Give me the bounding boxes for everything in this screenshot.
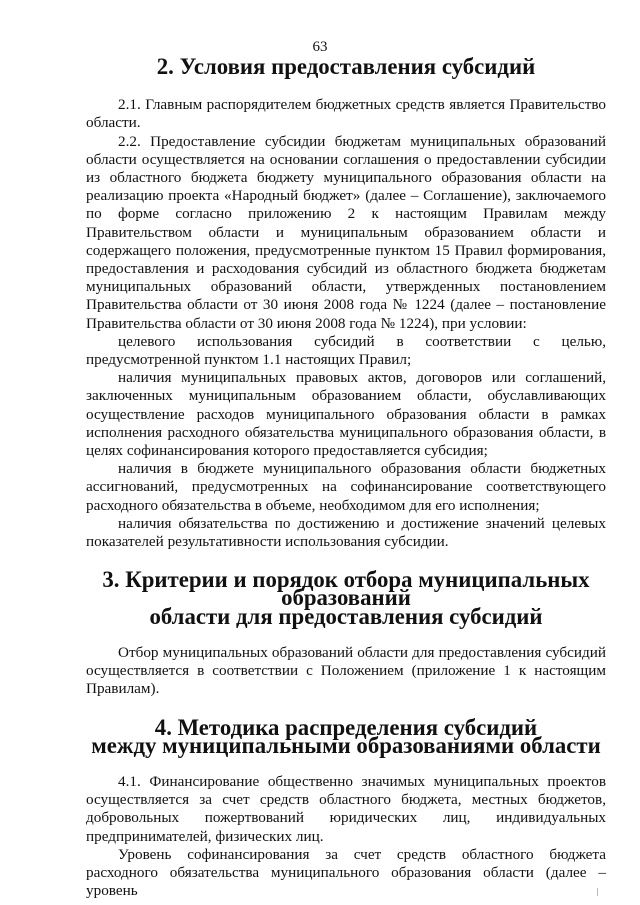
section-3 (86, 567, 606, 698)
section-2-condition-1: целевого использования субсидий в соответствии с целью, предусмотренной пунктом 1.1 настоящих Правил; (86, 332, 606, 369)
document-body (86, 54, 606, 900)
section-3-heading-line-2: области для предоставления субсидий (149, 603, 543, 629)
section-4-paragraph-2: Уровень софинансирования за счет средств областного бюджета расходного обязательства муниципального образования области (далее – уровень (86, 845, 606, 900)
section-4 (86, 714, 606, 901)
section-3-heading (86, 567, 606, 629)
section-2-condition-4: наличия обязательства по достижению и достижение значений целевых показателей результативности использования субсидии. (86, 514, 606, 551)
section-4-heading-line-2: между муниципальными образованиями области (91, 732, 601, 758)
section-2-paragraph-2: 2.2. Предоставление субсидии бюджетам муниципальных образований области осуществляется на основании соглашения о предоставлении субсидии из областного бюджета бюджету муниципального образования области на реализацию проекта «Народный бюджет» (далее – Соглашение), заключаемого по форме согласно приложению 2 к настоящим Правилам между Правительством области и муниципальным образованием области и содержащего положения, предусмотренные пунктом 15 Правил формирования, предоставления и расходования субсидий из областного бюджета бюджетам муниципальных образований области, утвержденных постановлением Правительства области от 30 июня 2008 года № 1224 (далее – постановление Правительства области от 30 июня 2008 года № 1224), при условии: (86, 132, 606, 332)
section-2-heading-text: 2. Условия предоставления субсидий (156, 54, 536, 79)
section-2-condition-2: наличия муниципальных правовых актов, договоров или соглашений, заключенных муниципальным образованием области, обуславливающих осуществление расходов муниципального образования области в рамках исполнения расходного обязательства муниципального образования области, в целях софинансирования которого предоставляется субсидия; (86, 369, 606, 460)
section-4-heading (86, 714, 606, 758)
page-number: 63 (312, 39, 328, 55)
section-3-paragraph-1: Отбор муниципальных образований области для предоставления субсидий осуществляется в соответствии с Положением (приложение 1 к настоящим Правилам). (86, 643, 606, 698)
section-2 (86, 54, 606, 551)
section-3-heading-line-1: 3. Критерии и порядок отбора муниципальных образований (102, 567, 590, 611)
section-2-paragraph-1: 2.1. Главным распорядителем бюджетных средств является Правительство области. (86, 96, 606, 132)
section-2-condition-3: наличия в бюджете муниципального образования области бюджетных ассигнований, предусмотренных на софинансирование соответствующего расходного обязательства в объеме, необходимом для его исполнения; (86, 460, 606, 514)
section-2-heading (86, 54, 606, 79)
section-4-paragraph-1: 4.1. Финансирование общественно значимых муниципальных проектов осуществляется за счет средств областного бюджета, местных бюджетов, добровольных пожертвований юридических лиц, индивидуальных предпринимателей, физических лиц. (86, 772, 606, 845)
section-4-heading-line-1: 4. Методика распределения субсидий (154, 714, 538, 740)
scan-edge-mark (597, 888, 598, 896)
